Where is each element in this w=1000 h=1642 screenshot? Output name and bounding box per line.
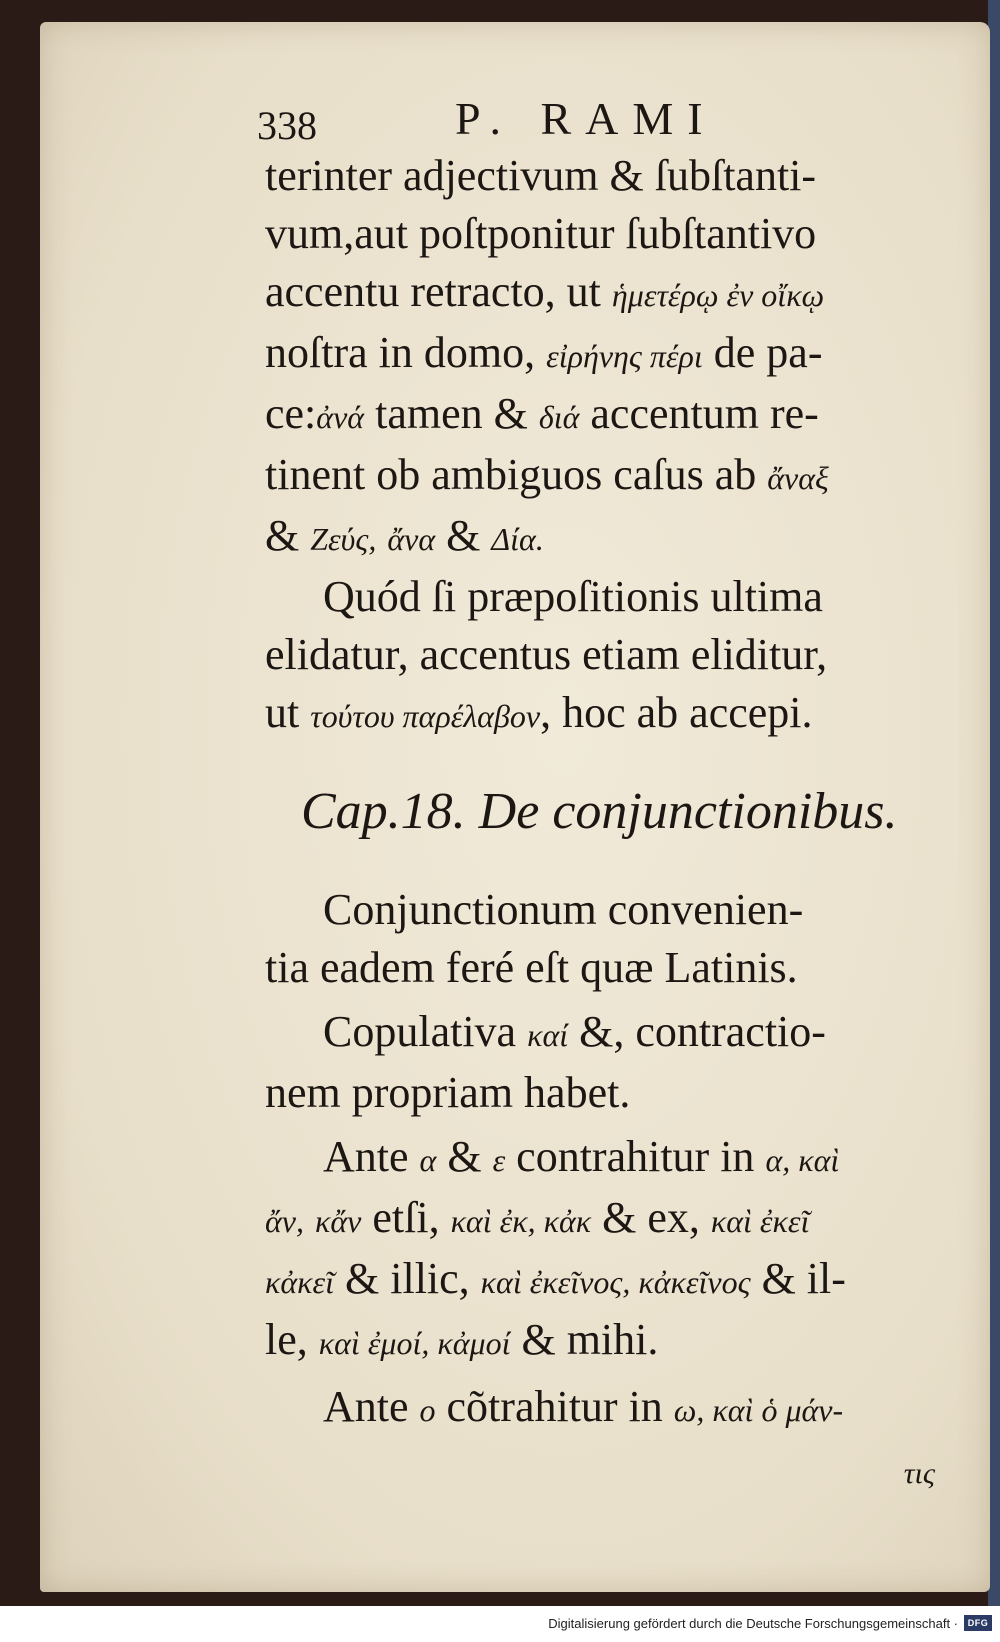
dfg-logo-icon: DFG (964, 1615, 992, 1631)
latin-text: etſi, (372, 1193, 440, 1242)
greek-text: τούτου παρέλαβον (310, 698, 541, 734)
latin-text: tinent ob ambiguos caſus ab (265, 450, 757, 499)
footer-credit: Digitalisierung gefördert durch die Deutsche Forschungsgemeinschaft · (548, 1616, 958, 1631)
text-line (265, 1378, 945, 1439)
latin-text: ce: (265, 389, 317, 438)
running-head (257, 85, 945, 148)
greek-text: Δία. (491, 521, 544, 557)
greek-text: διά (538, 399, 580, 435)
digitization-footer (0, 1606, 1000, 1642)
text-line (265, 1250, 945, 1311)
latin-text: , hoc ab accepi. (540, 688, 813, 737)
greek-text: ε (492, 1142, 506, 1178)
greek-text: κἀκεῖ (265, 1264, 335, 1300)
text-line (265, 446, 945, 507)
text-line (265, 507, 945, 568)
catchword: τις (903, 1457, 935, 1490)
latin-text: noſtra in domo, (265, 328, 536, 377)
text-line: Quód ſi præpoſitionis ultima (323, 572, 823, 621)
greek-text: καὶ ἐκεῖ (710, 1203, 810, 1239)
latin-text: accentum re- (590, 389, 819, 438)
latin-text: & illic, (345, 1254, 470, 1303)
text-line: terinter adjectivum & ſubſtanti- (265, 151, 817, 200)
latin-text: ut (265, 688, 300, 737)
text-line (265, 1189, 945, 1250)
text-line: tia eadem feré eſt quæ Latinis. (265, 943, 798, 992)
text-line: Conjunctionum convenien- (323, 885, 804, 934)
latin-text: & mihi. (521, 1315, 659, 1364)
latin-text: & ex, (602, 1193, 700, 1242)
greek-text: α, καὶ (765, 1142, 840, 1178)
latin-text: &, contractio- (579, 1007, 826, 1056)
latin-text: & (265, 511, 300, 560)
greek-text: ἄνα (387, 521, 436, 557)
latin-text: & il- (761, 1254, 846, 1303)
latin-text: tamen & (375, 389, 528, 438)
latin-text: le, (265, 1315, 308, 1364)
greek-text: ο (419, 1392, 436, 1428)
text-line (265, 684, 945, 745)
greek-text: Ζεύς, (310, 521, 377, 557)
greek-text: ω, καὶ ὁ μάν- (673, 1392, 844, 1428)
greek-text: εἰρήνης πέρι (546, 338, 703, 374)
greek-text: α (419, 1142, 437, 1178)
page-text (257, 85, 945, 1503)
latin-text: Ante (323, 1132, 409, 1181)
greek-text: καὶ ἐκ, κἀκ (450, 1203, 592, 1239)
greek-text: ἀνά (316, 399, 365, 435)
text-line: vum,aut poſtponitur ſubſtantivo (265, 209, 817, 258)
greek-text: ἄναξ (767, 460, 829, 496)
latin-text: contrahitur in (516, 1132, 755, 1181)
latin-text: & (446, 511, 481, 560)
text-line (265, 1128, 945, 1189)
greek-text: ἄν, (265, 1203, 304, 1239)
chapter-heading: Cap.18. De conjunctionibus. (301, 783, 898, 840)
text-line (265, 324, 945, 385)
greek-text: κἄν (315, 1203, 362, 1239)
text-line: nem propriam habet. (265, 1068, 631, 1117)
latin-text: cõtrahitur in (446, 1382, 663, 1431)
page-number: 338 (257, 103, 317, 148)
latin-text: accentu retracto, ut (265, 267, 601, 316)
running-head-title: P. RAMI (455, 93, 717, 144)
latin-text: Copulativa (323, 1007, 517, 1056)
greek-text: καὶ ἐμοί, κἀμοί (318, 1325, 511, 1361)
text-line (265, 1003, 945, 1064)
latin-text: & (447, 1132, 482, 1181)
greek-text: καὶ ἐκεῖνος, κἀκεῖνος (480, 1264, 751, 1300)
text-line (265, 263, 945, 324)
greek-text: ἡμετέρῳ ἐν οἴκῳ (611, 277, 825, 313)
text-line: elidatur, accentus etiam eliditur, (265, 630, 828, 679)
latin-text: Ante (323, 1382, 409, 1431)
latin-text: de pa- (713, 328, 823, 377)
greek-text: καί (527, 1017, 569, 1053)
text-line (265, 1311, 945, 1372)
text-line (265, 385, 945, 446)
